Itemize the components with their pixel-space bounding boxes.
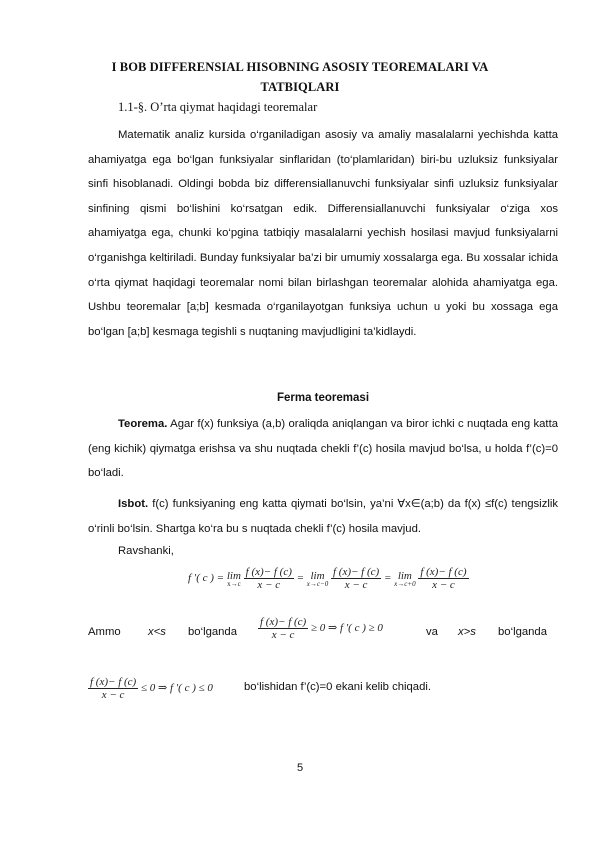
final-text: bo‘lishidan f’(c)=0 ekani kelib chiqadi. bbox=[244, 681, 432, 693]
frac-2-num: f (x)− f (c) bbox=[332, 566, 380, 578]
proof-paragraph bbox=[88, 492, 558, 541]
frac-1-num: f (x)− f (c) bbox=[245, 566, 292, 578]
section-heading: 1.1-§. O’rta qiymat haqidagi teoremalar bbox=[118, 100, 318, 114]
theorem-text: Agar f(x) funksiya (a,b) oraliqda aniqlangan va biror ichki c nuqtada eng katta (eng kichik) qiymatga erishsa va shu nuqtada chekli f’(c) hosila mavjud bo‘lsa, u holda f’(c)=0 bo‘ladi. bbox=[88, 418, 558, 480]
proof-text: f(c) funksiyaning eng katta qiymati bo‘lsin, ya’ni ∀x∈(a;b) da f(x) ≤f(c) tengsizlik o‘rinli bo‘lsin. Shartga ko‘ra bu s nuqtada chekli f’(c) hosila mavjud. bbox=[88, 498, 559, 535]
page-number: 5 bbox=[296, 762, 304, 774]
lim-3: lim bbox=[397, 569, 412, 582]
final-implication: ≤ 0 ⇒ f ′( c ) ≤ 0 bbox=[140, 682, 213, 695]
proof-label: Isbot. bbox=[118, 498, 149, 510]
chapter-title-line-1: I BOB DIFFERENSIAL HISOBNING ASOSIY TEOREMALARI VA bbox=[111, 60, 489, 74]
ammo-word: Ammo bbox=[88, 626, 121, 638]
ammo-implication: ≥ 0 ⇒ f ′( c ) ≥ 0 bbox=[310, 622, 383, 635]
eq-1: = bbox=[296, 572, 305, 585]
eq-2: = bbox=[383, 572, 392, 585]
frac-3-num: f (x)− f (c) bbox=[420, 566, 467, 578]
theorem-paragraph bbox=[88, 412, 558, 486]
final-frac-den: x − c bbox=[101, 689, 125, 701]
ammo-cond-1: x<s bbox=[148, 626, 166, 638]
lim-3-sub: x→c+0 bbox=[394, 579, 416, 588]
frac-1-den: x − c bbox=[257, 579, 281, 591]
ammo-formula bbox=[258, 616, 383, 641]
ammo-frac-num: f (x)− f (c) bbox=[260, 616, 307, 628]
ravshanki-text: Ravshanki, bbox=[118, 545, 174, 557]
frac-2-den: x − c bbox=[344, 579, 368, 591]
ammo-cond-2: x>s bbox=[458, 626, 476, 638]
formula-lhs: f ′( c ) = bbox=[188, 572, 225, 585]
lim-2: lim bbox=[310, 569, 325, 582]
ammo-bolganda-2: bo‘lganda bbox=[498, 626, 547, 638]
lim-1: lim bbox=[226, 569, 241, 582]
final-formula bbox=[88, 676, 213, 701]
chapter-title-line-2: TATBIQLARI bbox=[260, 80, 340, 94]
ferma-subheading: Ferma teoremasi bbox=[276, 392, 370, 404]
va-word: va bbox=[426, 626, 438, 638]
frac-3-den: x − c bbox=[432, 579, 455, 591]
theorem-label: Teorema. bbox=[118, 418, 168, 430]
lim-2-sub: x→c−0 bbox=[306, 579, 329, 588]
lim-1-sub: x→c bbox=[227, 579, 241, 588]
ammo-frac-den: x − c bbox=[271, 629, 295, 641]
intro-paragraph: Matematik analiz kursida o‘rganiladigan asosiy va amaliy masalalarni yechishda katta ahamiyatga ega bo‘lgan funksiyalar sinflaridan (to‘plamlaridan) biri-bu uzluksiz funksiyalar sinfi hisoblanadi. Oldingi bobda biz differensiallanuvchi funksiyalar sinfi uzluksiz funksiyalar sinfining qismi bo‘lishini ko‘rsatgan edik. Differensiallanuvchi funksiyalar o‘ziga xos ahamiyatga ega, chunki ko‘pgina tatbiqiy masalalarni yechish hosilasi mavjud funksiyalarni o‘rganishga keltiriladi. Bunday funksiyalar ba’zi bir umumiy xossalarga ega. Bu xossalar ichida o‘rta qiymat haqidagi teoremalar nomi bilan birlashgan teoremalar alohida ahamiyatga ega. Ushbu teoremalar [a;b] kesmada o‘rganilayotgan funksiya uchun u yoki bu xossaga ega bo‘lgan [a;b] kesmaga tegishli s nuqtaning mavjudligini ta’kidlaydi. bbox=[88, 129, 558, 338]
ammo-bolganda-1: bo‘lganda bbox=[188, 626, 237, 638]
final-frac-num: f (x)− f (c) bbox=[90, 676, 137, 688]
derivative-formula bbox=[188, 566, 469, 591]
